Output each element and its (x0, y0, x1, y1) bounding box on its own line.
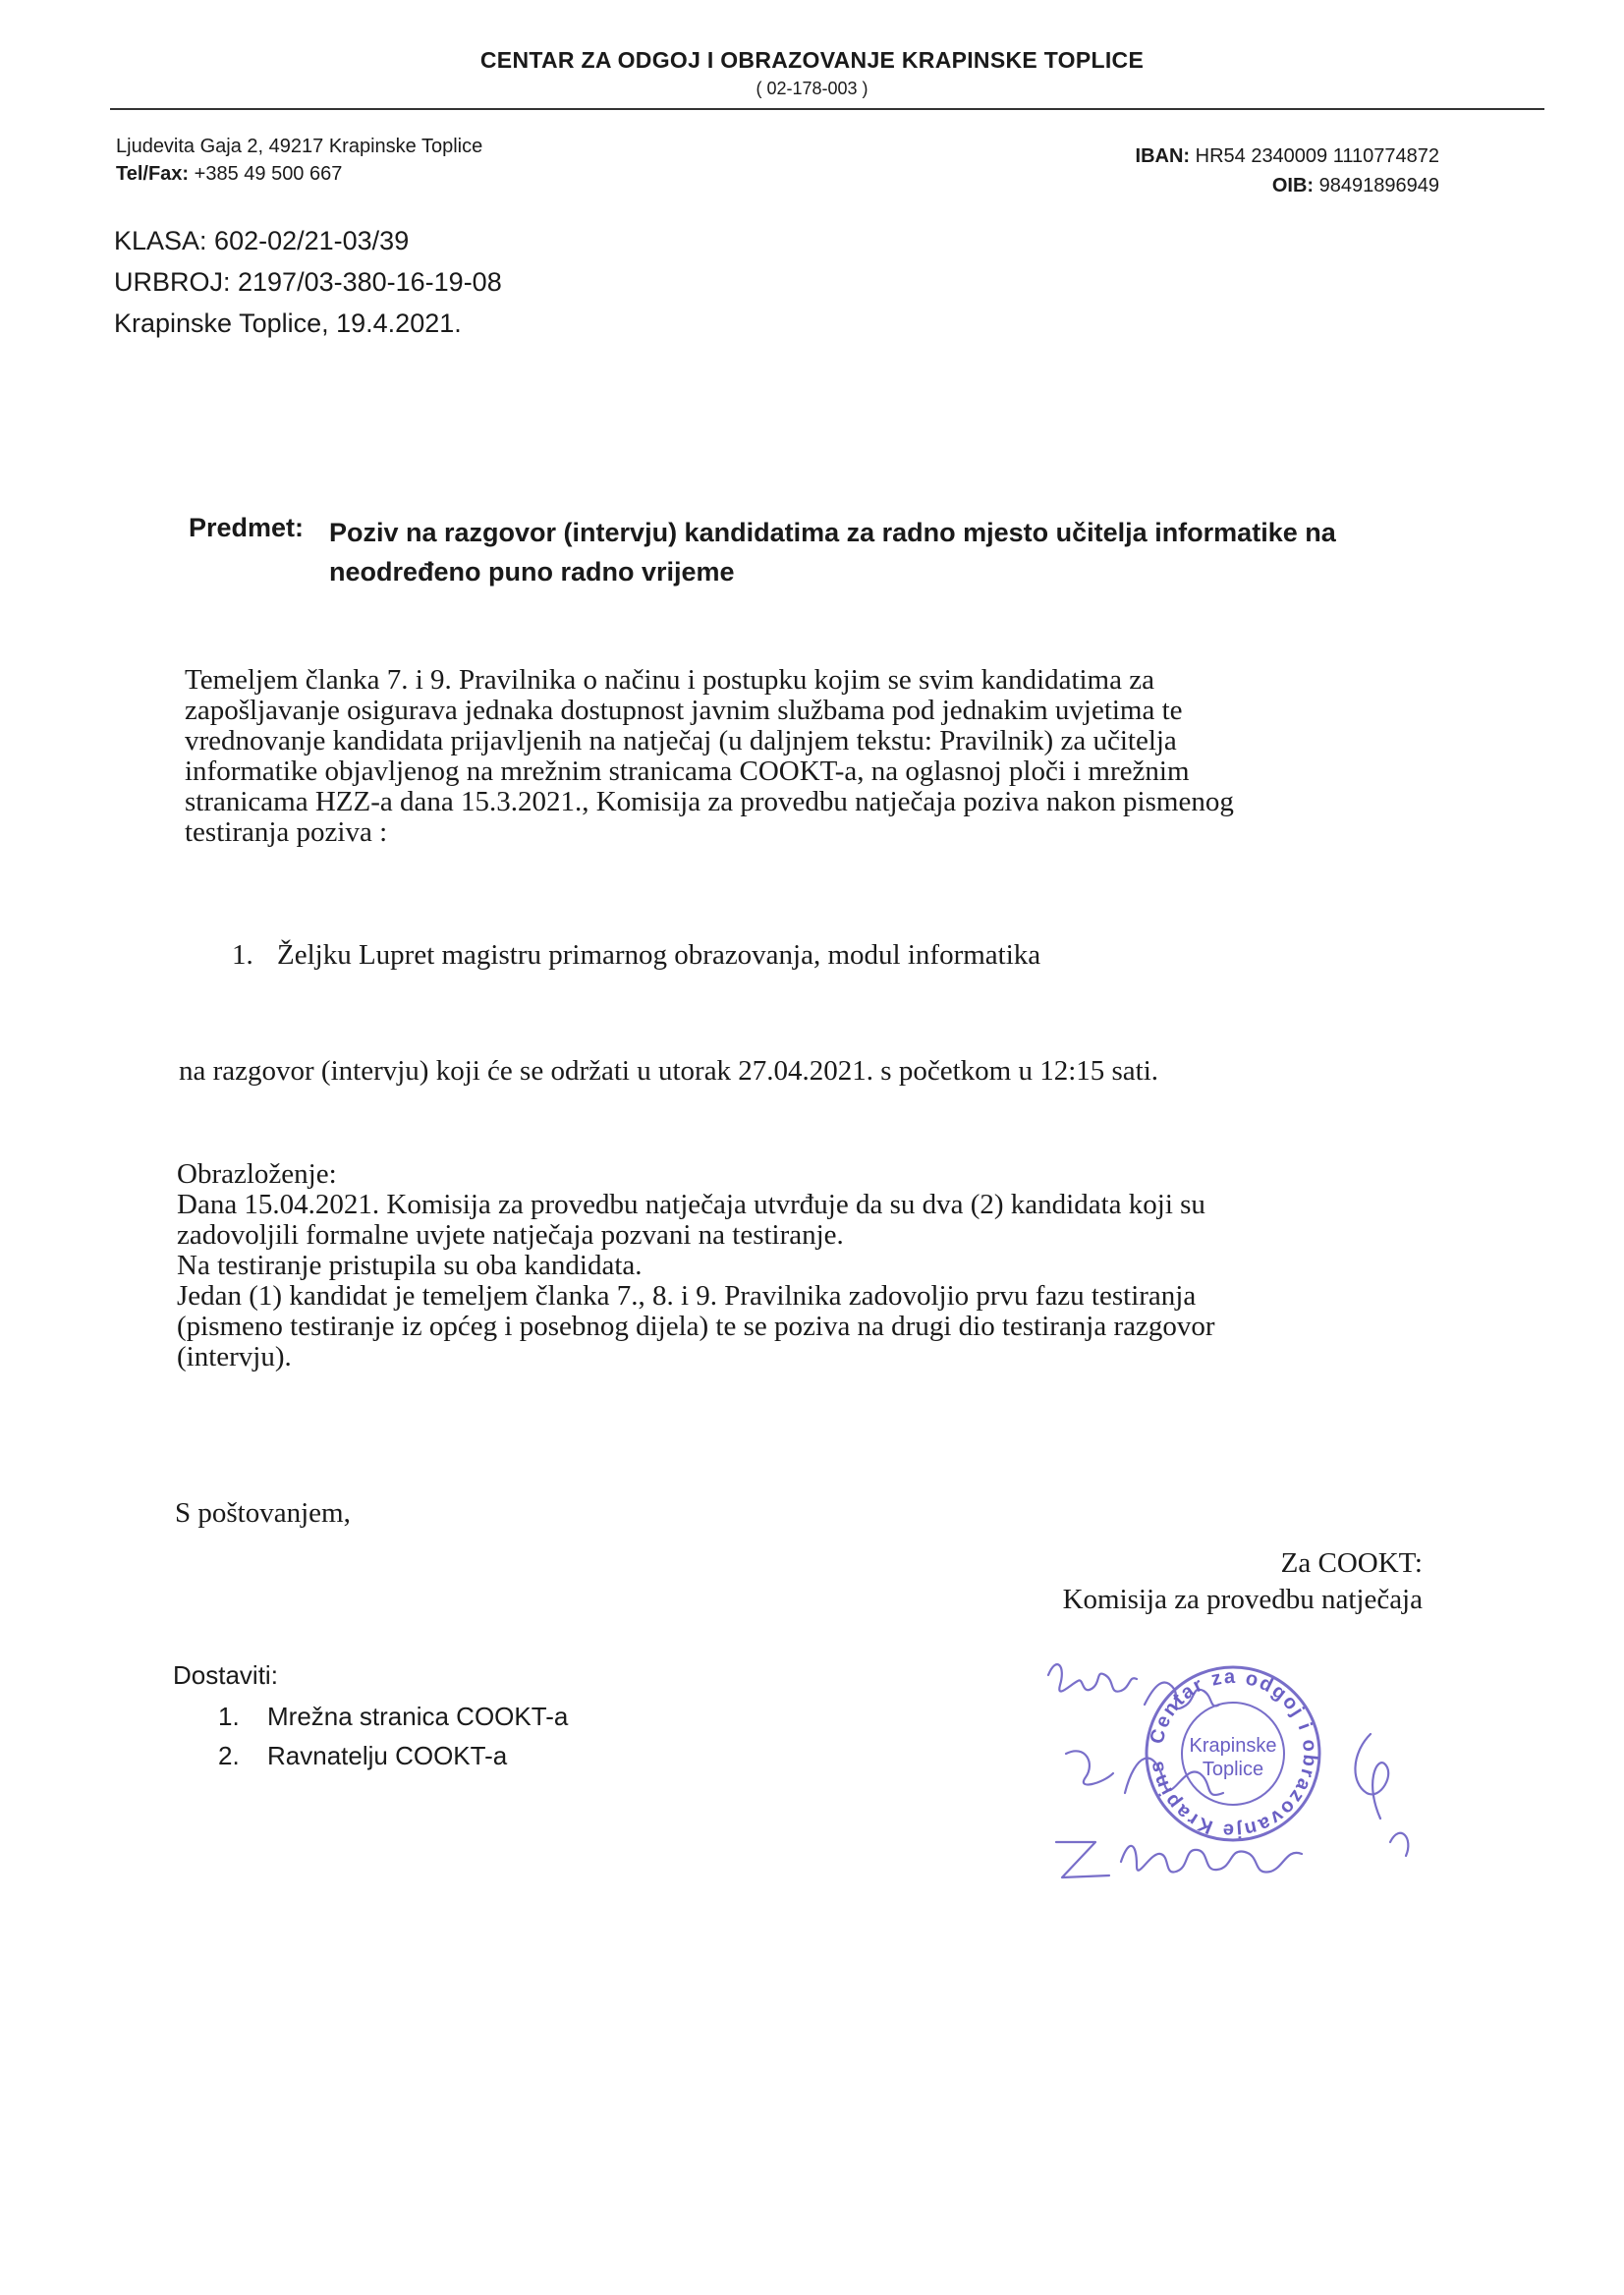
official-stamp-icon (1027, 1646, 1459, 1901)
organization-telfax (116, 163, 342, 186)
delivery-item (218, 1702, 568, 1732)
header-divider (110, 108, 1544, 110)
subject-line: Poziv na razgovor (intervju) kandidatima za radno mjesto učitelja informatike na (329, 518, 1336, 547)
organization-address: Ljudevita Gaja 2, 49217 Krapinske Toplice (116, 136, 483, 157)
place-and-date: Krapinske Toplice, 19.4.2021. (114, 308, 462, 338)
reasoning-line: Jedan (1) kandidat je temeljem članka 7., 8. i 9. Pravilnika zadovoljio prvu fazu testiranja (177, 1280, 1197, 1312)
reasoning-line: zadovoljili formalne uvjete natječaja pozvani na testiranje. (177, 1219, 844, 1251)
stamp-center-line: Toplice (1202, 1759, 1264, 1780)
urbroj-number: URBROJ: 2197/03-380-16-19-08 (114, 267, 502, 297)
oib-value: 98491896949 (1318, 175, 1439, 196)
body-line: testiranja poziva : (185, 816, 388, 848)
body-line: zapošljavanje osigurava jednaka dostupnost javnim službama pod jednakim uvjetima te (185, 695, 1183, 726)
telfax-label: Tel/Fax: (116, 163, 190, 185)
subject-label: Predmet: (189, 513, 305, 542)
subject-line: neodređeno puno radno vrijeme (329, 557, 735, 587)
body-line: Temeljem članka 7. i 9. Pravilnika o načinu i postupku kojim se svim kandidatima za (185, 664, 1154, 696)
delivery-item (218, 1741, 507, 1771)
reasoning-line: (intervju). (177, 1341, 292, 1372)
body-line: stranicama HZZ-a dana 15.3.2021., Komisija za provedbu natječaja poziva nakon pismenog (185, 786, 1234, 817)
organization-oib (1272, 175, 1439, 197)
delivery-item-text: Mrežna stranica COOKT-a (267, 1702, 569, 1731)
list-number: 1. (232, 939, 253, 971)
stamp-ring-text: Centar za odgoj i obrazovanje Krapins (1146, 1665, 1321, 1842)
body-paragraph (185, 665, 1413, 848)
reasoning-line: Dana 15.04.2021. Komisija za provedbu natječaja utvrđuje da su dva (2) kandidata koji su (177, 1189, 1205, 1220)
reasoning-section (177, 1159, 1415, 1372)
stamp-center-line: Krapinske (1189, 1735, 1277, 1757)
delivery-item-text: Ravnatelju COOKT-a (267, 1741, 508, 1770)
telfax-value: +385 49 500 667 (194, 163, 343, 185)
organization-code: ( 02-178-003 ) (756, 79, 868, 98)
reasoning-line: (pismeno testiranje iz općeg i posebnog dijela) te se poziva na drugi dio testiranja razgovor (177, 1311, 1215, 1342)
iban-label: IBAN: (1135, 145, 1191, 167)
subject-text (329, 513, 1459, 591)
interview-invitation: na razgovor (intervju) koji će se održati u utorak 27.04.2021. s početkom u 12:15 sati. (179, 1055, 1159, 1087)
signature-committee: Komisija za provedbu natječaja (1062, 1584, 1423, 1615)
stamp-and-signatures (1027, 1646, 1459, 1901)
delivery-item-number: 2. (218, 1741, 240, 1770)
reasoning-line: Na testiranje pristupila su oba kandidata. (177, 1250, 643, 1281)
body-line: vrednovanje kandidata prijavljenih na natječaj (u daljnjem tekstu: Pravilnik) za učitelja (185, 725, 1177, 756)
organization-name: CENTAR ZA ODGOJ I OBRAZOVANJE KRAPINSKE TOPLICE (479, 47, 1145, 73)
reasoning-title: Obrazloženje: (177, 1158, 337, 1190)
body-line: informatike objavljenog na mrežnim stranicama COOKT-a, na oglasnoj ploči i mrežnim (185, 756, 1190, 787)
organization-iban (1136, 145, 1439, 168)
candidate-list-item (232, 939, 1040, 972)
candidate-text: Željku Lupret magistru primarnog obrazovanja, modul informatika (277, 939, 1041, 971)
klasa-number: KLASA: 602-02/21-03/39 (114, 226, 410, 255)
delivery-item-number: 1. (218, 1702, 240, 1731)
signature-org: Za COOKT: (1280, 1547, 1423, 1579)
delivery-label: Dostaviti: (173, 1660, 278, 1690)
closing-regards: S poštovanjem, (175, 1497, 351, 1529)
oib-label: OIB: (1271, 175, 1315, 196)
iban-value: HR54 2340009 1110774872 (1195, 145, 1439, 167)
